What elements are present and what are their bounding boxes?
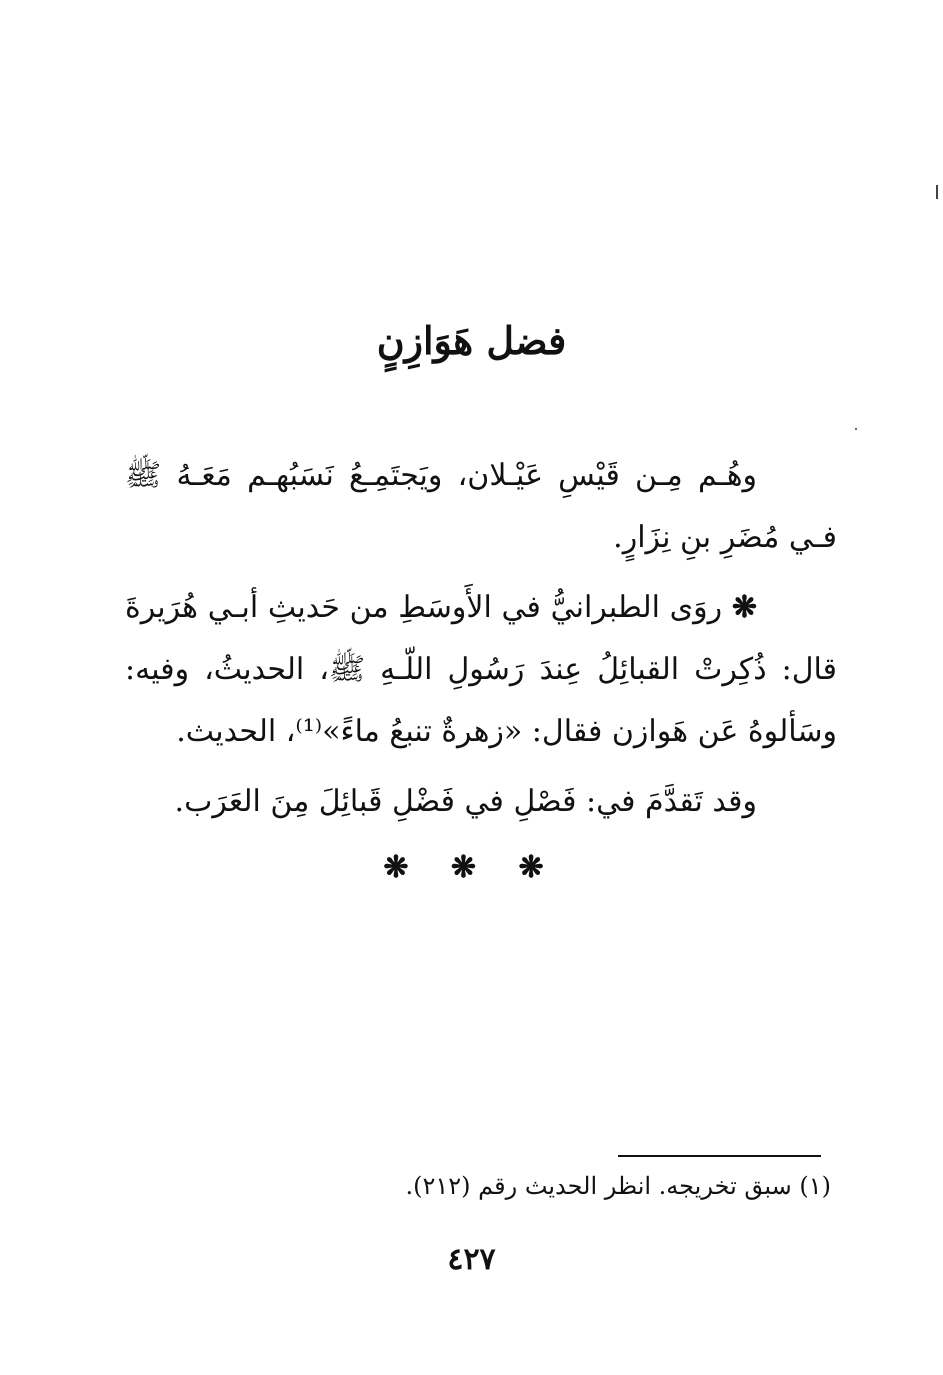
paragraph-2-text: روَى الطبرانيُّ في الأَوسَطِ من حَديثِ أبـي هُرَيرةَ قال: ذُكِرتْ القبائِلُ عِندَ رَسُولِ اللّـهِ ﷺ، الحديثُ، وفيه: وسَألوهُ عَن هَوازن فقال: «زهرةٌ تنبعُ ماءً»⁽¹⁾، الحديث.	[125, 590, 837, 749]
paragraph-3: وقد تَقدَّمَ في: فَصْلِ في فَضْلِ قَبائِلَ مِنَ العَرَب.	[174, 784, 757, 819]
footnote: (١) سبق تخريجه. انظر الحديث رقم (٢١٢).	[405, 1172, 831, 1200]
asterisk-marker: ❋	[731, 590, 757, 625]
scan-speck	[855, 428, 857, 430]
footnote-divider	[618, 1155, 821, 1157]
main-text	[125, 445, 837, 833]
section-heading: فضل هَوَازِنٍ	[376, 318, 567, 363]
scan-edge-mark	[936, 185, 938, 199]
section-separator: ❋ ❋ ❋	[383, 850, 560, 885]
paragraph-1: وهُـم مِـن قَيْسِ عَيْـلان، ويَجتَمِـعُ نَسَبُهـم مَعَـهُ ﷺ فـي مُضَرِ بنِ نِزَارٍ.	[125, 458, 837, 555]
paragraph-2	[125, 577, 837, 763]
page-number: ٤٢٧	[447, 1242, 496, 1277]
